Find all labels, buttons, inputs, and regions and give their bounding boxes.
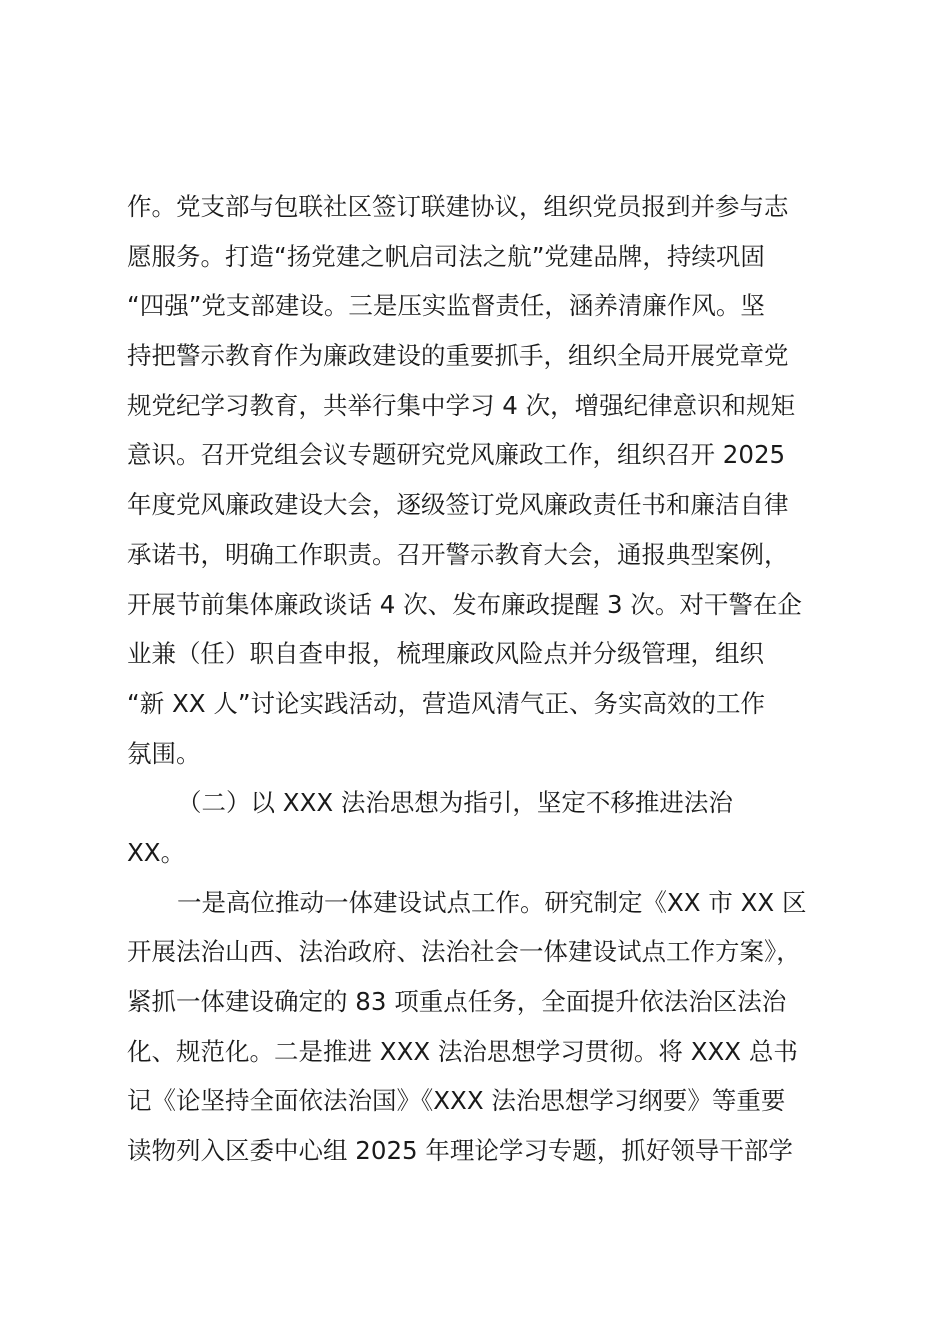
section-heading-continuation: XX。 bbox=[127, 837, 186, 867]
text-line: “四强”党支部建设。三是压实监督责任，涵养清廉作风。坚 bbox=[127, 291, 765, 321]
text-line: 承诺书，明确工作职责。召开警示教育大会，通报典型案例， bbox=[127, 539, 789, 569]
text-line: 化、规范化。二是推进 XXX 法治思想学习贯彻。将 XXX 总书 bbox=[127, 1036, 798, 1066]
body-text bbox=[127, 182, 837, 1176]
text-line: 紧抓一体建设确定的 83 项重点任务，全面提升依法治区法治 bbox=[127, 987, 787, 1016]
text-line: 年度党风廉政建设大会，逐级签订党风廉政责任书和廉洁自律 bbox=[127, 490, 789, 520]
text-line: 氛围。 bbox=[127, 738, 201, 768]
text-line: 规党纪学习教育，共举行集中学习 4 次，增强纪律意识和规矩 bbox=[127, 390, 796, 420]
text-line: “新 XX 人”讨论实践活动，营造风清气正、务实高效的工作 bbox=[127, 688, 766, 718]
text-line: 作。党支部与包联社区签订联建协议，组织党员报到并参与志 bbox=[127, 192, 789, 221]
text-line: 开展法治山西、法治政府、法治社会一体建设试点工作方案》， bbox=[127, 937, 801, 967]
text-line: 业兼（任）职自查申报，梳理廉政风险点并分级管理，组织 bbox=[127, 639, 764, 669]
section-heading: （二）以 XXX 法治思想为指引，坚定不移推进法治 bbox=[177, 788, 733, 818]
text-line: 意识。召开党组会议专题研究党风廉政工作，组织召开 2025 bbox=[127, 440, 786, 470]
text-line: 持把警示教育作为廉政建设的重要抓手，组织全局开展党章党 bbox=[127, 341, 789, 371]
text-line: 一是高位推动一体建设试点工作。研究制定《XX 市 XX 区 bbox=[177, 887, 807, 917]
text-line: 愿服务。打造“扬党建之帆启司法之航”党建品牌，持续巩固 bbox=[127, 241, 765, 271]
text-line: 记《论坚持全面依法治国》《XXX 法治思想学习纲要》等重要 bbox=[127, 1086, 786, 1116]
text-line: 开展节前集体廉政谈话 4 次、发布廉政提醒 3 次。对干警在企 bbox=[127, 589, 802, 619]
text-line: 读物列入区委中心组 2025 年理论学习专题，抓好领导干部学 bbox=[127, 1136, 793, 1166]
